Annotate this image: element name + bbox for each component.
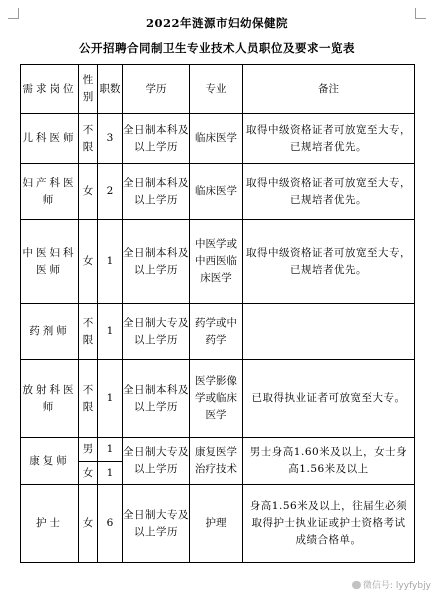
cell-education: 全日制大专及以上学历 <box>123 485 190 563</box>
cell-count: 6 <box>98 485 123 563</box>
cell-gender: 女 <box>79 164 98 220</box>
table-row <box>21 114 415 164</box>
cell-note: 取得中级资格证者可放宽至大专，已规培者优先。 <box>243 114 415 164</box>
header-count: 职数 <box>98 65 123 114</box>
cell-position: 放射科医师 <box>21 360 79 438</box>
cell-education: 全日制本科及以上学历 <box>123 360 190 438</box>
header-major: 专业 <box>190 65 243 114</box>
table-row <box>21 304 415 360</box>
cell-note: 取得中级资格证者可放宽至大专，已规培者优先。 <box>243 164 415 220</box>
cell-major: 临床医学 <box>190 164 243 220</box>
document-title: 2022年涟源市妇幼保健院 <box>145 16 288 30</box>
cell-position: 护士 <box>21 485 79 563</box>
cell-gender: 女 <box>79 220 98 304</box>
cell-education: 全日制大专及以上学历 <box>123 304 190 360</box>
cell-count: 3 <box>98 114 123 164</box>
cell-position: 药剂师 <box>21 304 79 360</box>
header-note: 备注 <box>243 65 415 114</box>
watermark-text: 微信号: lyyfybjy <box>363 581 431 591</box>
cell-note: 取得中级资格证者可放宽至大专，已规培者优先。 <box>243 220 415 304</box>
table-row <box>21 360 415 438</box>
cell-major: 药学或中药学 <box>190 304 243 360</box>
cell-count: 2 <box>98 164 123 220</box>
cell-position: 儿科医师 <box>21 114 79 164</box>
cell-gender: 不限 <box>79 304 98 360</box>
document-subtitle: 公开招聘合同制卫生专业技术人员职位及要求一览表 <box>79 41 355 55</box>
wechat-icon <box>352 581 361 589</box>
cell-note: 男士身高1.60米及以上，女士身高1.56米及以上 <box>243 438 415 485</box>
cell-gender: 不限 <box>79 114 98 164</box>
cell-gender: 不限 <box>79 360 98 438</box>
cell-note: 已取得执业证者可放宽至大专。 <box>243 360 415 438</box>
cell-major: 康复医学治疗技术 <box>190 438 243 485</box>
cell-position: 中医妇科医师 <box>21 220 79 304</box>
table-row <box>21 164 415 220</box>
cell-position: 妇产科医师 <box>21 164 79 220</box>
cell-education: 全日制本科及以上学历 <box>123 220 190 304</box>
cell-count: 1 <box>98 220 123 304</box>
cell-count: 1 <box>98 462 123 485</box>
cell-major: 医学影像学或临床医学 <box>190 360 243 438</box>
cell-gender: 女 <box>79 485 98 563</box>
cell-major: 中医学或中西医临床医学 <box>190 220 243 304</box>
header-education: 学历 <box>123 65 190 114</box>
recruitment-table <box>20 64 415 563</box>
cell-note <box>243 304 415 360</box>
cell-position: 康复师 <box>21 438 79 485</box>
cell-major: 护理 <box>190 485 243 563</box>
table-row <box>21 220 415 304</box>
cell-major: 临床医学 <box>190 114 243 164</box>
cell-gender: 男 <box>79 438 98 462</box>
table-row <box>21 438 415 462</box>
cell-count: 1 <box>98 360 123 438</box>
cell-education: 全日制本科及以上学历 <box>123 114 190 164</box>
header-gender: 性别 <box>79 65 98 114</box>
header-row <box>21 65 415 114</box>
cell-education: 全日制大专及以上学历 <box>123 438 190 485</box>
cell-note: 身高1.56米及以上，往届生必须取得护士执业证或护士资格考试成绩合格单。 <box>243 485 415 563</box>
cell-gender: 女 <box>79 462 98 485</box>
cell-count: 1 <box>98 304 123 360</box>
header-position: 需求岗位 <box>21 65 79 114</box>
watermark <box>352 578 431 591</box>
cell-education: 全日制本科及以上学历 <box>123 164 190 220</box>
cell-count: 1 <box>98 438 123 462</box>
table-row <box>21 485 415 563</box>
